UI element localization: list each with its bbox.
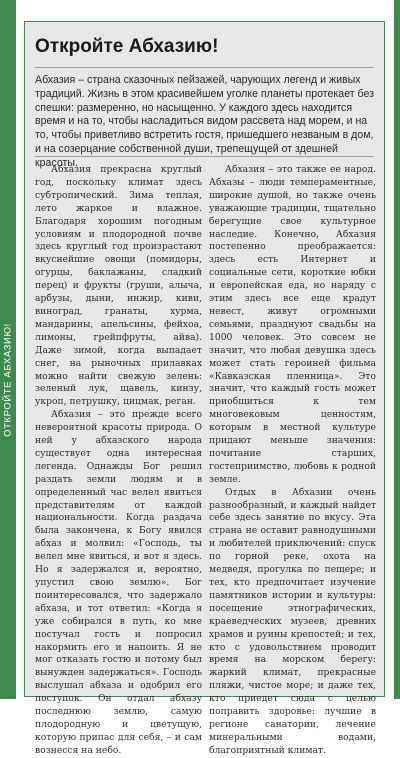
intro-divider (35, 156, 374, 157)
left-column (35, 164, 202, 756)
paragraph-people: Абхазия – это также ее народ. Абхазы – люди темпераментные, широкие душой, но также очень уважающие традиции, тщательно берегущие свое культурное наследие. Конечно, Абхазия постепенно преображается: здесь есть Интернет и социальные сети, короткие юбки и европейская еда, но наряду с этим здесь все еще крадут невест, живут огромными семьями, празднуют свадьбы на 1000 человек. Это совсем не значит, что любая девушка здесь может стать героиней фильма «Кавказская пленница». Это значит, что каждый гость может приобщиться к тем многовековым ценностям, которым в местной культуре придают меньше значения: почитание старших, гостеприимство, любовь к родной земле. (209, 164, 376, 485)
article-box (24, 21, 385, 756)
chapter-sidebar (0, 0, 16, 699)
page-edge-strip (394, 0, 400, 699)
right-column (209, 164, 376, 756)
paragraph-leisure: Отдых в Абхазии очень разнообразный, и каждый найдет себе здесь занятие по вкусу. Эта страна не оставит равнодушными и любителей приключений: спуск по горной реке, охота на медведя, прогулка по пещере; и тех, кто предпочитает изучение памятников истории и культуры: посещение этнографических, краеведческих музеев, древних храмов и руины крепостей; и тех, кто с удовольствием проводит время на морском берегу: жаркий климат, прекрасные пляжи, чистое море; и даже тех, кто приедет сюда с целью поправить здоровье: лучшие в регионе санатории, лечение минеральными водами, благоприятный климат. (209, 486, 376, 756)
title-divider (35, 67, 374, 68)
chapter-label: ОТКРОЙТЕ АБХАЗИЮ! (2, 323, 14, 437)
paragraph-climate: Абхазия прекрасна круглый год, поскольку климат здесь субтропический. Зима теплая, лето жаркое и влажное. Благодаря хорошим погодным условиям и плодородной почве здесь круглый год произрастают вкуснейшие овощи (помидоры, огурцы, баклажаны, сладкий перец) и фрукты (груши, алыча, арбузы, дыни, инжир, киви, виноград, гранаты, хурма, мандарины, апельсины, фейхоа, лимоны, грейпфруты, айва). Даже зимой, когда выпадает снег, на рыночных прилавках можно найти свежую зелень: зеленый лук, щавель, кинзу, укроп, петрушку, цицмак, реган. (35, 164, 202, 408)
paragraph-legend: Абхазия – это прежде всего невероятной красоты природа. О ней у абхазского народа существует одна интересная легенда. Однажды Бог решил раздать земли людям и в определенный час велел явиться представителям от каждой национальности. Когда раздача была закончена, к Богу явился абхаз и молвил: «Господь, ты велел мне явиться, и вот я здесь. Но я задержался и, вероятно, упустил свою землю». Бог поинтересовался, что задержало абхаза, и тот ответил: «Когда я уже собирался в путь, ко мне постучал гость и попросил накормить его и напоить. Я не мог отказать гостю и потому был вынужден задержаться». Господь выслушал абхаза и одобрил его поступок. Он отдал абхазу последнюю землю, самую плодородную и цветущую, которую припас для себя, – и сам вознесся на небо. (35, 409, 202, 756)
article-intro: Абхазия – страна сказочных пейзажей, чарующих легенд и живых традиций. Жизнь в этом красивейшем уголке планеты протекает без спешки: размеренно, но насыщенно. У каждого здесь находится время и на то, чтобы насладиться видом рассвета над морем, и на то, чтобы приветливо встретить гостя, пришедшего незваным в дом, и на созерцание собственной души, трепещущей от здешней красоты. (35, 74, 374, 169)
article-title: Откройте Абхазию! (35, 36, 219, 57)
